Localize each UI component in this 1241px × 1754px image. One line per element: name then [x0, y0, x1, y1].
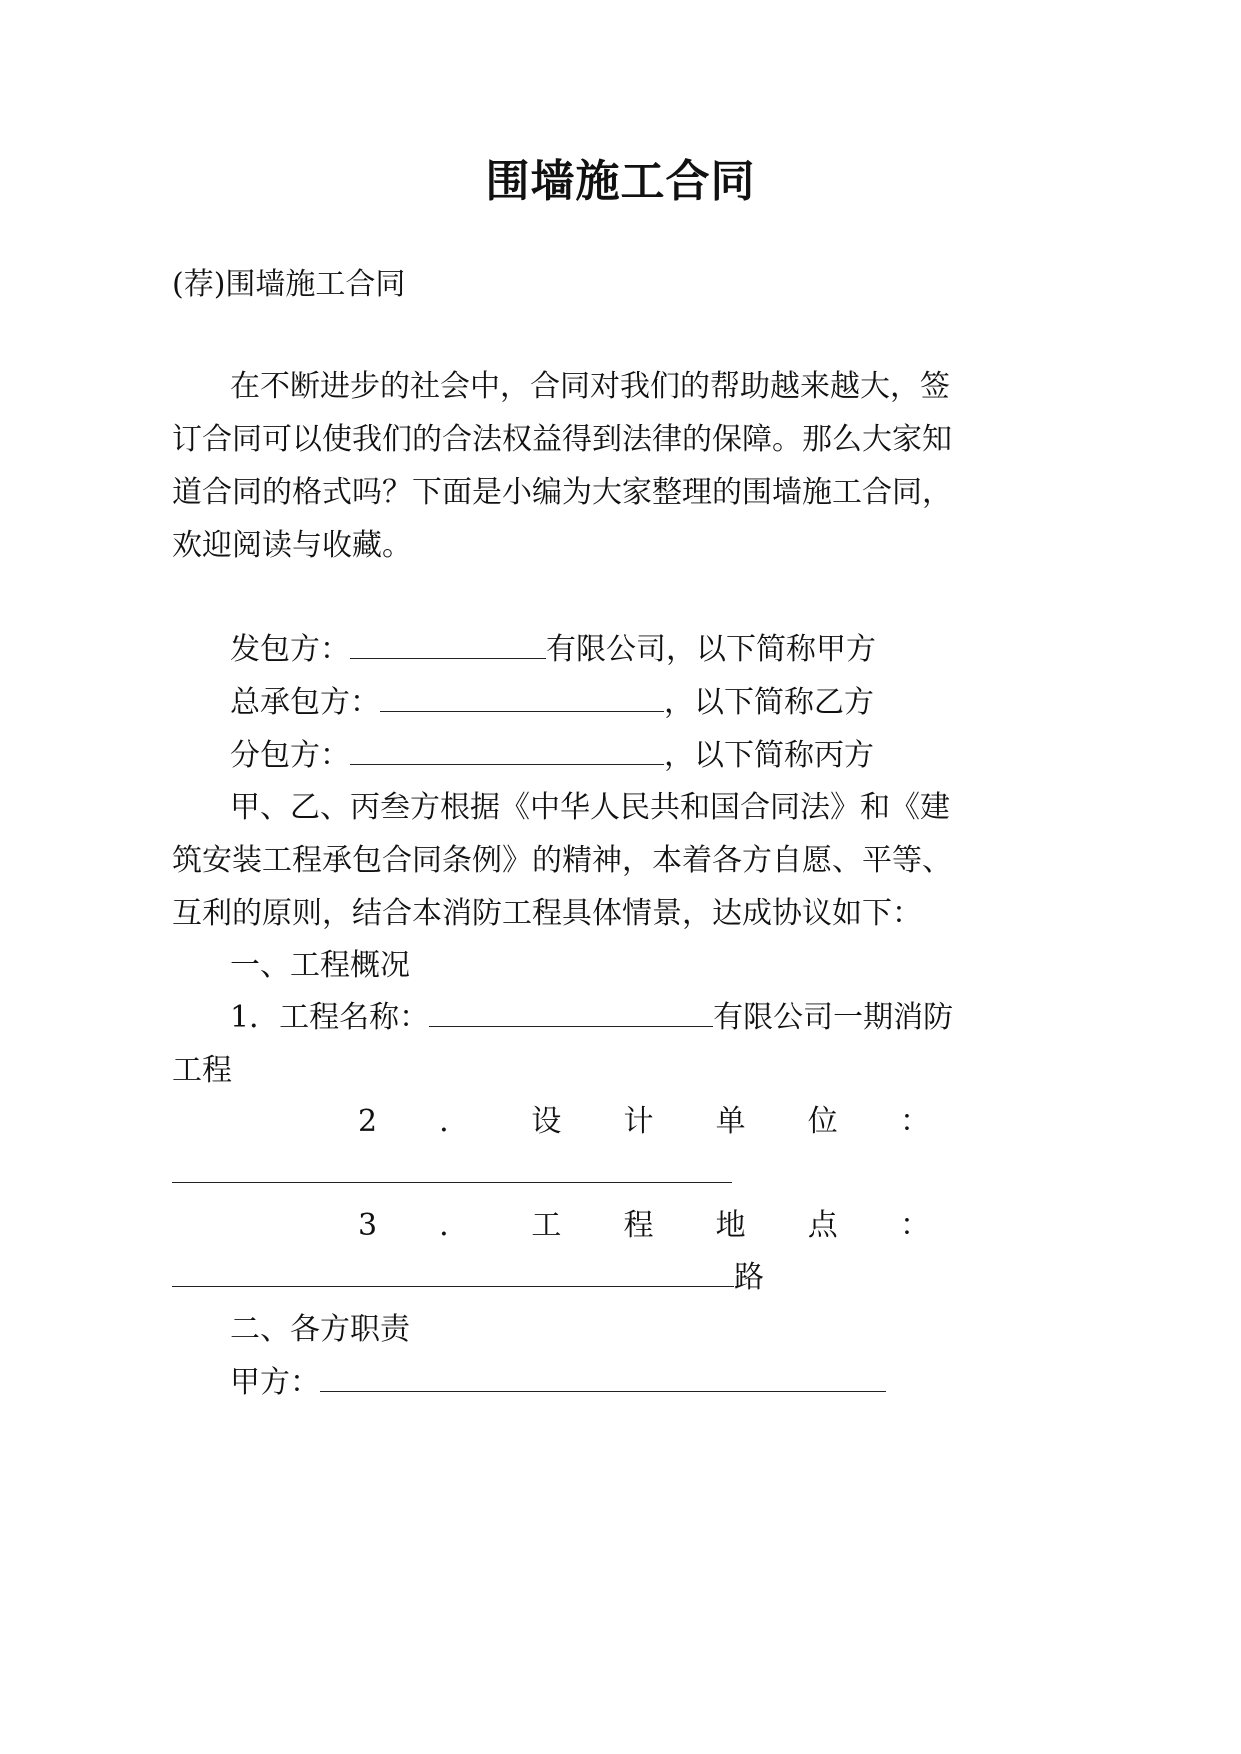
item-2-char: ： [899, 1104, 930, 1139]
item-3 [358, 1206, 930, 1246]
item-1-blank[interactable] [429, 1004, 713, 1027]
agreement-line-1: 甲、乙、丙叁方根据《中华人民共和国合同法》和《建 [230, 790, 950, 825]
item-3-char: ： [899, 1208, 930, 1243]
item-2-blank[interactable] [172, 1160, 732, 1183]
item-3-char: 点 [807, 1208, 838, 1243]
item-2-char: 2 [358, 1104, 378, 1139]
item-3-blank[interactable] [172, 1264, 734, 1287]
item-2 [358, 1102, 930, 1142]
item-2-char: 设 [531, 1104, 562, 1139]
party-fen-label: 分包方： [230, 738, 350, 773]
party-zong [230, 683, 1241, 723]
party-fabao-label: 发包方： [230, 632, 350, 667]
party-zong-label: 总承包方： [230, 685, 380, 720]
agreement-line-2: 筑安装工程承包合同条例》的精神，本着各方自愿、平等、 [172, 843, 952, 878]
intro-line-2: 订合同可以使我们的合法权益得到法律的保障。那么大家知 [172, 422, 952, 457]
item-2-char: 单 [715, 1104, 746, 1139]
item-2-char: 位 [807, 1104, 838, 1139]
intro-line-3: 道合同的格式吗？下面是小编为大家整理的围墙施工合同， [172, 475, 952, 510]
jiafang-line [230, 1363, 1241, 1403]
party-fabao-suffix: 有限公司，以下简称甲方 [546, 632, 876, 667]
party-fabao [230, 630, 1241, 670]
item-1-continuation: 工程 [172, 1053, 232, 1088]
item-3-suffix: 路 [734, 1260, 764, 1295]
item-2-char: ． [439, 1104, 470, 1139]
jiafang-label: 甲方： [230, 1365, 320, 1400]
item-3-char: 工 [531, 1208, 562, 1243]
intro-line-4: 欢迎阅读与收藏。 [172, 528, 412, 563]
party-zong-suffix: ，以下简称乙方 [664, 685, 874, 720]
item-3-blank-line [172, 1258, 1241, 1298]
party-fen [230, 736, 1241, 776]
item-1-suffix: 有限公司一期消防 [713, 1000, 954, 1035]
item-2-blank-line [172, 1154, 1241, 1194]
item-3-char: ． [439, 1208, 470, 1243]
party-fabao-blank[interactable] [350, 636, 546, 659]
agreement-line-3: 互利的原则，结合本消防工程具体情景，达成协议如下： [172, 896, 922, 931]
document-title: 围墙施工合同 [485, 156, 756, 207]
jiafang-blank[interactable] [320, 1369, 886, 1392]
item-2-char: 计 [623, 1104, 654, 1139]
party-fen-blank[interactable] [350, 742, 664, 765]
item-3-char: 3 [358, 1208, 378, 1243]
section-2-heading: 二、各方职责 [230, 1312, 410, 1347]
item-3-char: 地 [715, 1208, 746, 1243]
intro-line-1: 在不断进步的社会中，合同对我们的帮助越来越大，签 [230, 369, 950, 404]
party-zong-blank[interactable] [380, 689, 664, 712]
item-1 [230, 998, 1241, 1038]
section-1-heading: 一、工程概况 [230, 948, 410, 983]
subtitle: (荐)围墙施工合同 [172, 267, 406, 302]
item-3-char: 程 [623, 1208, 654, 1243]
party-fen-suffix: ，以下简称丙方 [664, 738, 874, 773]
item-1-label: 1．工程名称： [230, 1000, 430, 1035]
